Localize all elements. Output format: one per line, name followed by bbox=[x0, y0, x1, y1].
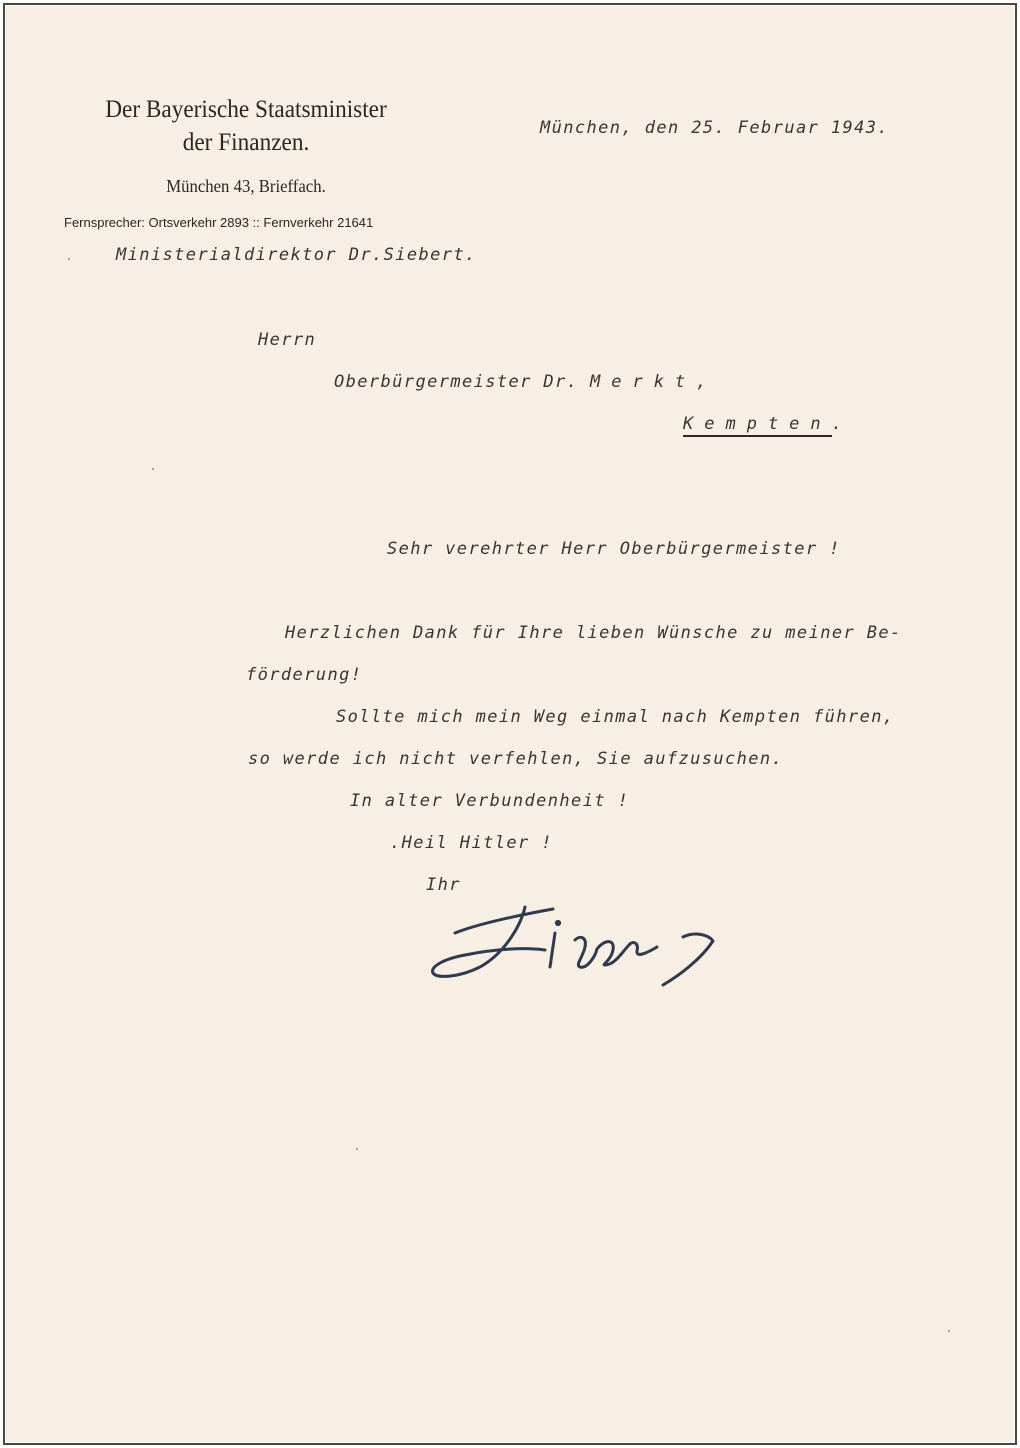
recipient-city: Kempten bbox=[683, 414, 832, 437]
recipient-title: Oberbürgermeister Dr. bbox=[334, 372, 579, 392]
sender-department: Ministerialdirektor Dr.Siebert. bbox=[116, 245, 477, 265]
recipient-city-period: . bbox=[831, 414, 844, 434]
letterhead-title bbox=[73, 93, 419, 159]
recipient-surname: Merkt bbox=[589, 372, 697, 392]
body-line-1: Herzlichen Dank für Ihre lieben Wünsche zu meiner Be- bbox=[285, 623, 902, 643]
recipient-prefix: Herrn bbox=[258, 330, 317, 350]
closing-line-3: Ihr bbox=[426, 875, 461, 895]
recipient-name bbox=[334, 372, 708, 392]
paper-speck bbox=[948, 1330, 950, 1332]
date-line: München, den 25. Februar 1943. bbox=[540, 118, 890, 138]
closing-line-2: .Heil Hitler ! bbox=[390, 833, 553, 853]
greeting: Sehr verehrter Herr Oberbürgermeister ! bbox=[387, 539, 841, 559]
body-line-4: so werde ich nicht verfehlen, Sie aufzusuchen. bbox=[248, 749, 784, 769]
body-line-2: förderung! bbox=[246, 665, 363, 685]
paper-speck bbox=[356, 1148, 358, 1150]
body-line-3: Sollte mich mein Weg einmal nach Kempten führen, bbox=[336, 707, 895, 727]
letterhead-address: München 43, Brieffach. bbox=[166, 176, 326, 196]
recipient-comma: , bbox=[696, 372, 708, 392]
paper-speck bbox=[152, 468, 154, 470]
handwritten-signature bbox=[425, 895, 725, 1000]
closing-line-1: In alter Verbundenheit ! bbox=[350, 791, 630, 811]
letterhead-line2: der Finanzen. bbox=[182, 129, 310, 156]
recipient-city-line bbox=[683, 414, 843, 434]
letterhead-phone: Fernsprecher: Ortsverkehr 2893 :: Fernverkehr 21641 bbox=[64, 215, 374, 230]
paper-speck bbox=[68, 258, 70, 260]
letterhead-line1: Der Bayerische Staatsminister bbox=[105, 96, 387, 123]
